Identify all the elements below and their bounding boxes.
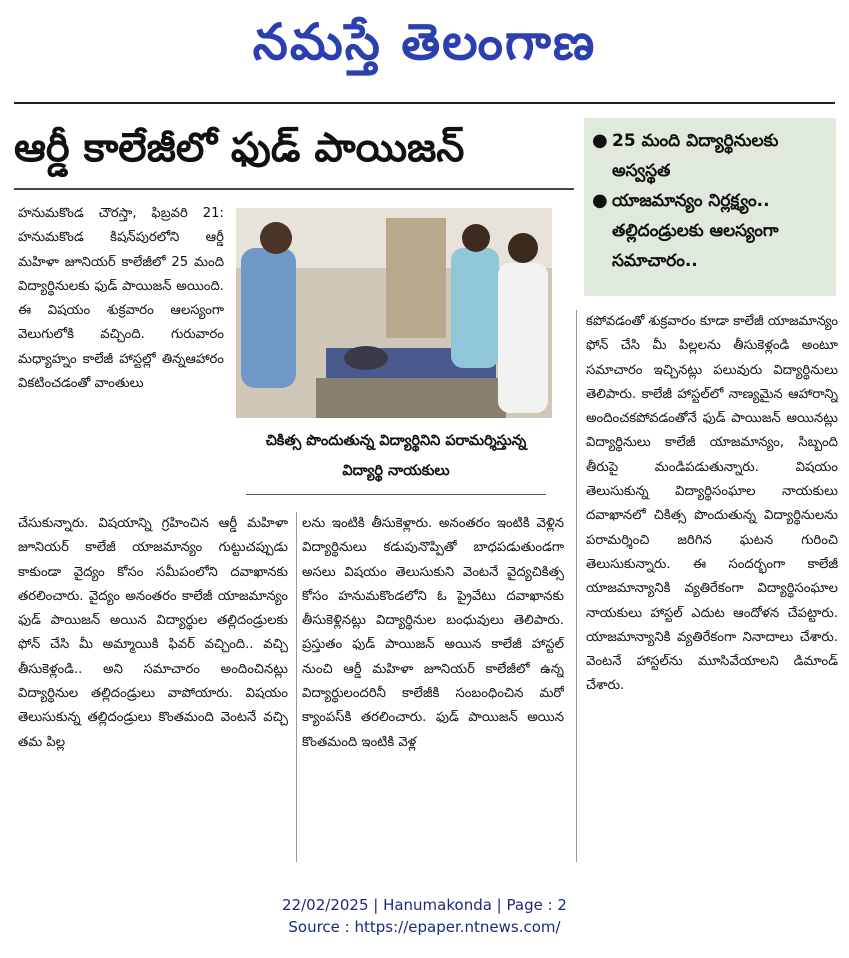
article-column-3 — [586, 310, 838, 866]
bullet-icon: ● — [592, 130, 608, 151]
caption-divider — [246, 494, 546, 495]
footer-source: Source : https://epaper.ntnews.com/ — [288, 918, 561, 936]
article-paragraph: హనుమకొండ చౌరస్తా, ఫిబ్రవరి 21: హనుమకొండ కిషన్‌పురలోని ఆర్డీ మహిళా జూనియర్ కాలేజీలో 25 మంది విద్యార్థినులకు ఫుడ్ పాయిజన్ అయింది. ఈ విషయం శుక్రవారం ఆలస్యంగా వెలుగులోకి వచ్చింది. గురువారం మధ్యాహ్నం కాలేజీ హాస్టల్లో తిన్నఆహారం వికటించడంతో వాంతులు — [18, 206, 224, 392]
highlights-box — [584, 118, 836, 296]
article-headline: ఆర్డీ కాలేజీలో ఫుడ్ పాయిజన్ — [14, 125, 465, 171]
column-divider — [576, 310, 577, 862]
news-photo — [236, 208, 552, 418]
column-divider — [296, 512, 297, 862]
highlight-item — [592, 126, 828, 186]
students-photo-illustration — [236, 208, 552, 418]
headline-divider — [14, 188, 574, 190]
article-column-2 — [302, 512, 564, 867]
highlight-item — [592, 186, 828, 276]
footer-date-page: 22/02/2025 | Hanumakonda | Page : 2 — [282, 896, 567, 914]
article-paragraph: లను ఇంటికి తీసుకెళ్లారు. అనంతరం ఇంటికి వెళ్లిన విద్యార్థినులు కడుపునొప్పితో బాధపడుతుండగా అసలు విషయం తెలుసుకుని వెంటనే వైద్యచికిత్స కోసం హనుమకొండలోని ఓ ప్రైవేటు దవాఖానకు తీసుకెళ్లినట్లు విద్యార్థినుల బంధువులు తెలిపారు. ప్రస్తుతం ఫుడ్ పాయిజన్ అయిన కాలేజీ హాస్టల్ నుంచి ఆర్డీ మహిళా జూనియర్ కాలేజీలో ఉన్న విద్యార్థులందరినీ కాలేజీకి సంబంధించిన మరో క్యాంపస్‌కి తరలించారు. ఫుడ్ పాయిజన్ అయిన కొంతమంది ఇంటికి వెళ్ల — [302, 516, 564, 750]
article-column-1-top — [18, 202, 224, 518]
photo-caption: చికిత్స పొందుతున్న విద్యార్థినిని పరామర్శిస్తున్న విద్యార్థి నాయకులు — [265, 433, 527, 479]
article-paragraph: చేసుకున్నారు. విషయాన్ని గ్రహించిన ఆర్డీ మహిళా జూనియర్ కాలేజీ యాజమాన్యం గుట్టుచప్పుడు కాకుండా వైద్యం కోసం సమీపంలోని దవాఖానకు తరలించారు. వైద్యం అనంతరం కాలేజీ యాజమాన్యం ఫుడ్ పాయిజన్ అయిన విద్యార్థుల తల్లిదండ్రులకు ఫోన్ చేసి మీ అమ్మాయికి ఫివర్ వచ్చింది.. వచ్చి తీసుకెళ్లండి.. అని సమాచారం అందించినట్లు విద్యార్థినుల తల్లిదండ్రులు వాపోయారు. విషయం తెలుసుకున్న తల్లిదండ్రులు కొంతమంది వెంటనే వచ్చి తమ పిల్ల — [18, 516, 288, 750]
article-paragraph: కపోవడంతో శుక్రవారం కూడా కాలేజీ యాజమాన్యం ఫోన్ చేసి మీ పిల్లలను తీసుకెళ్లండి అంటూ సమాచారం ఇచ్చినట్లు పలువురు విద్యార్థినులు తెలిపారు. కాలేజీ హాస్టల్‌లో నాణ్యమైన ఆహారాన్ని అందించకపోవడంతోనే ఫుడ్ పాయిజన్ అయినట్లు విద్యార్థినులు కాలేజీ యాజమాన్యం, సిబ్బంది తీరుపై మండిపడుతున్నారు. విషయం తెలుసుకున్న విద్యార్థిసంఘాల నాయకులు దవాఖానలో చికిత్స పొందుతున్న విద్యార్థినులను పరామర్శించి జరిగిన ఘటన గురించి తెలుసుకున్నారు. ఈ సందర్భంగా కాలేజీ యాజమాన్యానికి వ్యతిరేకంగా విద్యార్థిసంఘాల నాయకులు హాస్టల్ ఎదుట ఆందోళన చేపట్టారు. యాజమాన్యానికి వ్యతిరేకంగా నినాదాలు చేశారు. వెంటనే హాస్టల్‌ను మూసివేయాలని డిమాండ్ చేశారు. — [586, 314, 838, 694]
masthead-divider — [14, 102, 835, 104]
highlight-text: యాజమాన్యం నిర్లక్ష్యం.. తల్లిదండ్రులకు ఆలస్యంగా సమాచారం.. — [612, 191, 779, 271]
masthead-logo: నమస్తే తెలంగాణ — [252, 13, 597, 71]
article-column-1-bottom — [18, 512, 288, 867]
highlight-text: 25 మంది విద్యార్థినులకు అస్వస్థత — [612, 131, 779, 181]
bullet-icon: ● — [592, 190, 608, 211]
